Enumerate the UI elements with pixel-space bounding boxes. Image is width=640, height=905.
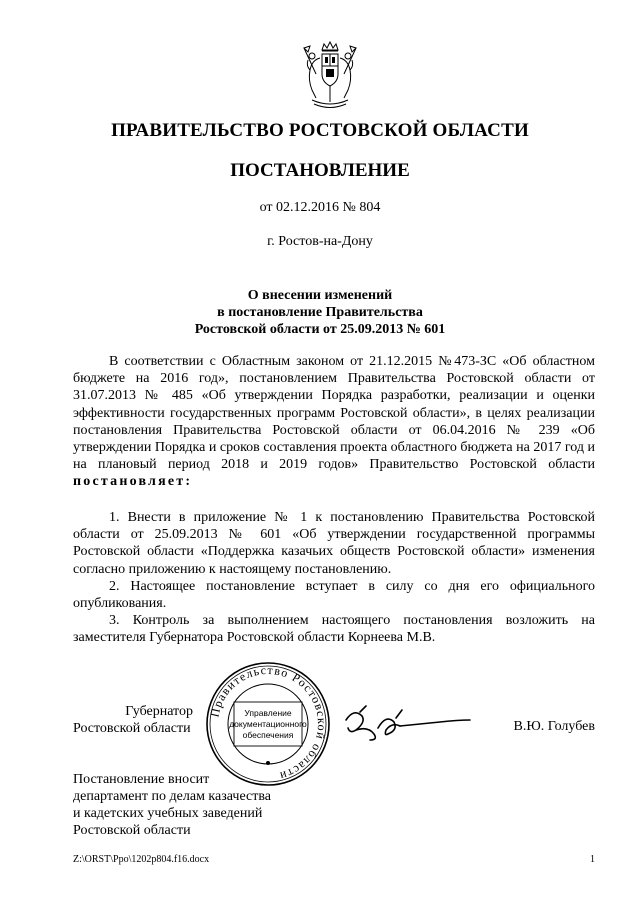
document-subject bbox=[0, 287, 640, 338]
subject-line: О внесении изменений bbox=[247, 288, 393, 303]
handwritten-signature bbox=[340, 700, 475, 750]
decree-points bbox=[73, 509, 595, 647]
page-number: 1 bbox=[590, 854, 595, 865]
signatory-position bbox=[73, 703, 223, 737]
document-place: г. Ростов-на-Дону bbox=[267, 234, 373, 249]
signatory-name: В.Ю. Голубев bbox=[513, 719, 595, 734]
stamp-ring-text: Правительство Ростовской области bbox=[207, 662, 330, 784]
official-stamp bbox=[204, 660, 332, 788]
submitter-line: департамент по делам казачества bbox=[73, 789, 271, 804]
preamble-text: В соответствии с Областным законом от 21.12.2015 №473-ЗС «Об областном бюджете на 2016 год», постановлением Правительства Ростовской области от 31.07.2013 № 485 «Об утверждении Порядка разработки, реализации и оценки эффективности государственных программ Ростовской области», в целях реализации постановления Правительства Ростовской области от 06.04.2016 № 239 «Об утверждении Порядка и сроков составления проекта областного бюджета на 2017 год и на плановый период 2018 и 2019 годов» Правительство Ростовской области bbox=[73, 354, 595, 473]
submitter-line: Ростовской области bbox=[73, 823, 191, 838]
subject-line: в постановление Правительства bbox=[217, 305, 423, 320]
decision-word: постановляет: bbox=[73, 474, 193, 490]
submitter-line: и кадетских учебных заведений bbox=[73, 806, 263, 821]
stamp-inner-line: документационного bbox=[229, 719, 307, 729]
decree-point: 2. Настоящее постановление вступает в силу со дня его официального опубликования. bbox=[73, 578, 595, 612]
decree-point: 1. Внести в приложение № 1 к постановлению Правительства Ростовской области от 25.09.2013 № 601 «Об утверждении государственной программы Ростовской области «Поддержка казачьих обществ Ростовской области» изменения согласно приложению к настоящему постановлению. bbox=[73, 510, 595, 577]
stamp-inner-line: Управление bbox=[244, 708, 292, 718]
coat-of-arms-icon bbox=[298, 40, 362, 112]
signatory-title: Губернатор bbox=[125, 704, 193, 719]
stamp-inner-line: обеспечения bbox=[242, 730, 294, 740]
submitter-block bbox=[73, 771, 313, 839]
decree-point: 3. Контроль за выполнением настоящего постановления возложить на заместителя Губернатора Ростовской области Корнеева М.В. bbox=[73, 613, 595, 646]
signatory-region: Ростовской области bbox=[73, 721, 191, 736]
submitter-line: Постановление вносит bbox=[73, 772, 210, 787]
government-title: ПРАВИТЕЛЬСТВО РОСТОВСКОЙ ОБЛАСТИ bbox=[111, 120, 529, 141]
subject-line: Ростовской области от 25.09.2013 № 601 bbox=[194, 322, 446, 337]
file-path: Z:\ORST\Ppo\1202p804.f16.docx bbox=[73, 854, 210, 865]
document-type: ПОСТАНОВЛЕНИЕ bbox=[230, 160, 410, 181]
document-date-number: от 02.12.2016 № 804 bbox=[259, 200, 381, 215]
preamble bbox=[73, 353, 595, 491]
